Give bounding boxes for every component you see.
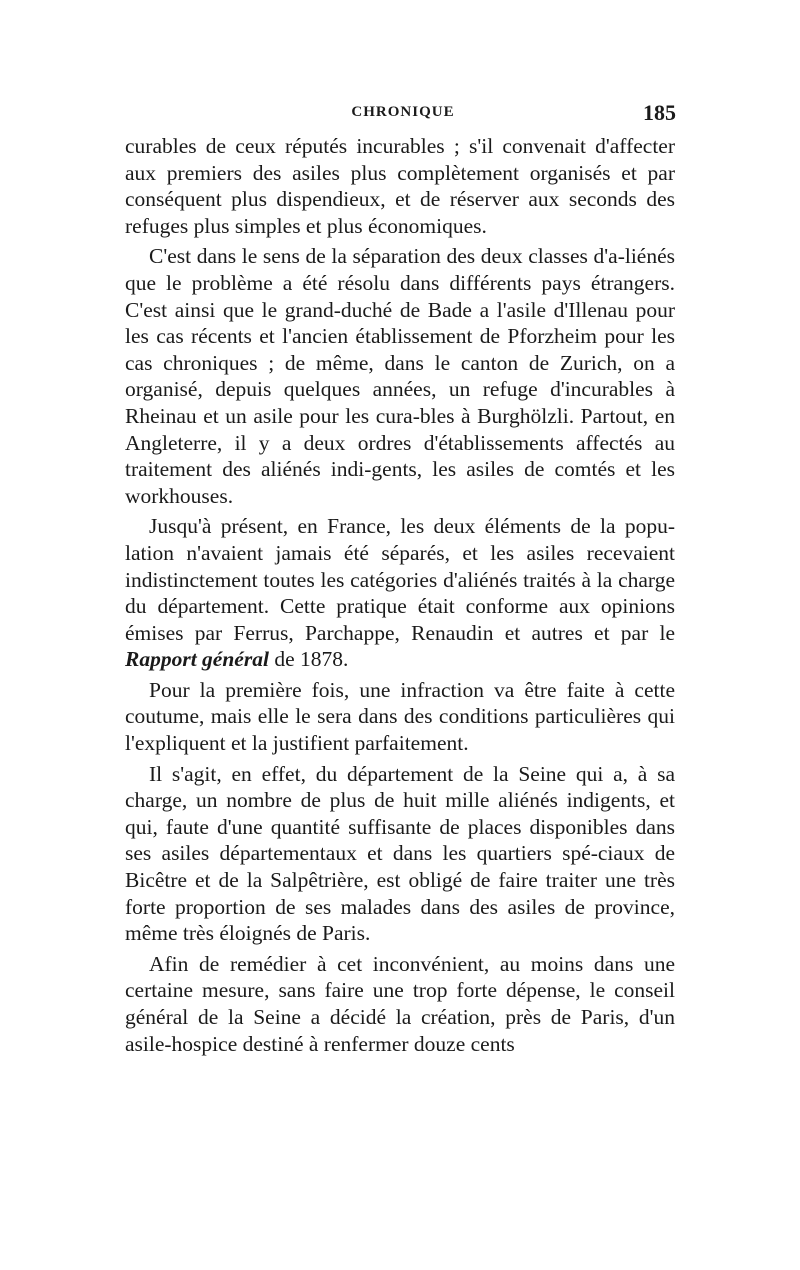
paragraph-france-end: de 1878. <box>268 647 349 672</box>
report-title-emphasis: Rapport général <box>125 647 269 672</box>
paragraph-seine: Il s'agit, en effet, du département de la Seine qui a, à sa charge, un nombre de plus de huit mille aliénés indigents, et qui, faute d'une quantité suffisante de places disponibles dans ses asiles départementaux et dans les quartiers spé-ciaux de Bicêtre et de la Salpêtrière, est obligé de faire traiter une très forte proportion de ses malades dans des asiles de province, même très éloignés de Paris. <box>125 761 675 946</box>
page-number: 185 <box>643 100 676 125</box>
paragraph-france-text: Jusqu'à présent, en France, les deux éléments de la popu-lation n'avaient jamais été séparés, et les asiles recevaient indistinctement toutes les catégories d'aliénés traités à la charge du département. Cette pratique était conforme aux opinions émises par Ferrus, Parchappe, Renaudin et autres et par le <box>125 514 675 645</box>
paragraph-france <box>125 513 675 673</box>
running-header <box>130 100 676 130</box>
paragraph-separation-abroad: C'est dans le sens de la séparation des deux classes d'a-liénés que le problème a été résolu dans différents pays étrangers. C'est ainsi que le grand-duché de Bade a l'asile d'Illenau pour les cas récents et l'ancien établissement de Pforzheim pour les cas chroniques ; de même, dans le canton de Zurich, on a organisé, depuis quelques années, un refuge d'incurables à Rheinau et un asile pour les cura-bles à Burghölzli. Partout, en Angleterre, il y a deux ordres d'établissements affectés au traitement des aliénés indi-gents, les asiles de comtés et les workhouses. <box>125 244 675 508</box>
running-title: CHRONIQUE <box>351 104 455 120</box>
paragraph-remedy: Afin de remédier à cet inconvénient, au moins dans une certaine mesure, sans faire une trop forte dépense, le conseil général de la Seine a décidé la création, près de Paris, d'un asile-hospice destiné à renfermer douze cents <box>125 951 675 1056</box>
body-text <box>125 133 675 1057</box>
paragraph-continuation: curables de ceux réputés incurables ; s'il convenait d'affecter aux premiers des asiles plus complètement organisés et par conséquent plus dispendieux, et de réserver aux seconds des refuges plus simples et plus économiques. <box>125 134 675 238</box>
paragraph-first-time: Pour la première fois, une infraction va être faite à cette coutume, mais elle le sera dans des conditions particulières qui l'expliquent et la justifient parfaitement. <box>125 677 675 756</box>
